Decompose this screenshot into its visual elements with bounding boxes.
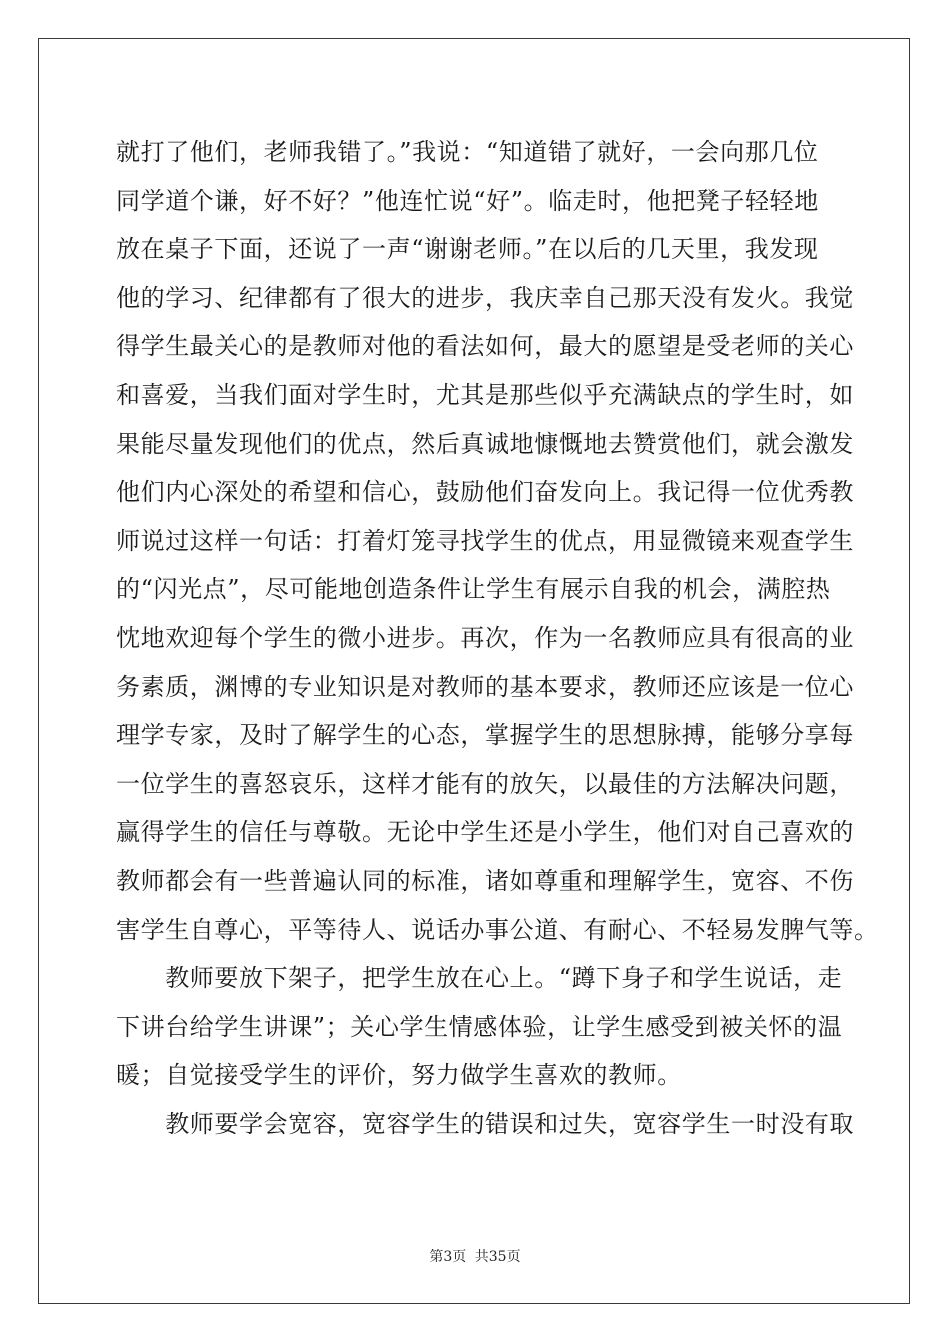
text-line: 务素质，渊博的专业知识是对教师的基本要求，教师还应该是一位心 [116,672,854,701]
text-line: 教师要放下架子，把学生放在心上。“蹲下身子和学生说话，走 [116,964,843,993]
text-line: 赢得学生的信任与尊敬。无论中学生还是小学生，他们对自己喜欢的 [116,818,854,847]
text-line: 放在桌子下面，还说了一声“谢谢老师。”在以后的几天里，我发现 [116,235,819,264]
text-line: 师说过这样一句话：打着灯笼寻找学生的优点，用显微镜来观查学生 [116,526,854,555]
text-line: 理学专家，及时了解学生的心态，掌握学生的思想脉搏，能够分享每 [116,721,854,750]
text-line: 和喜爱，当我们面对学生时，尤其是那些似乎充满缺点的学生时，如 [116,380,854,409]
text-line: 教师都会有一些普遍认同的标准，诸如尊重和理解学生，宽容、不伤 [116,866,854,895]
text-line: 他的学习、纪律都有了很大的进步，我庆幸自己那天没有发火。我觉 [116,283,854,312]
page-footer [0,1248,950,1266]
text-line: 得学生最关心的是教师对他的看法如何，最大的愿望是受老师的关心 [116,332,854,361]
text-line: 同学道个谦，好不好？”他连忙说“好”。临走时，他把凳子轻轻地 [116,186,819,215]
text-line: 他们内心深处的希望和信心，鼓励他们奋发向上。我记得一位优秀教 [116,478,854,507]
text-line: 下讲台给学生讲课”；关心学生情感体验，让学生感受到被关怀的温 [116,1012,843,1041]
document-body [116,128,879,1148]
text-line: 的“闪光点”，尽可能地创造条件让学生有展示自我的机会，满腔热 [116,575,831,604]
page-number: 第3页 [429,1249,467,1265]
text-line: 忱地欢迎每个学生的微小进步。再次，作为一名教师应具有很高的业 [116,623,854,652]
text-line: 就打了他们，老师我错了。”我说：“知道错了就好，一会向那几位 [116,138,819,166]
text-line: 害学生自尊心，平等待人、说话办事公道、有耐心、不轻易发脾气等。 [116,915,879,944]
text-line: 果能尽量发现他们的优点，然后真诚地慷慨地去赞赏他们，就会激发 [116,429,854,458]
text-line: 一位学生的喜怒哀乐，这样才能有的放矢，以最佳的方法解决问题， [116,769,854,798]
page-total: 共35页 [474,1249,521,1265]
text-line: 教师要学会宽容，宽容学生的错误和过失，宽容学生一时没有取 [116,1109,854,1138]
text-line: 暖；自觉接受学生的评价，努力做学生喜欢的教师。 [116,1061,682,1090]
